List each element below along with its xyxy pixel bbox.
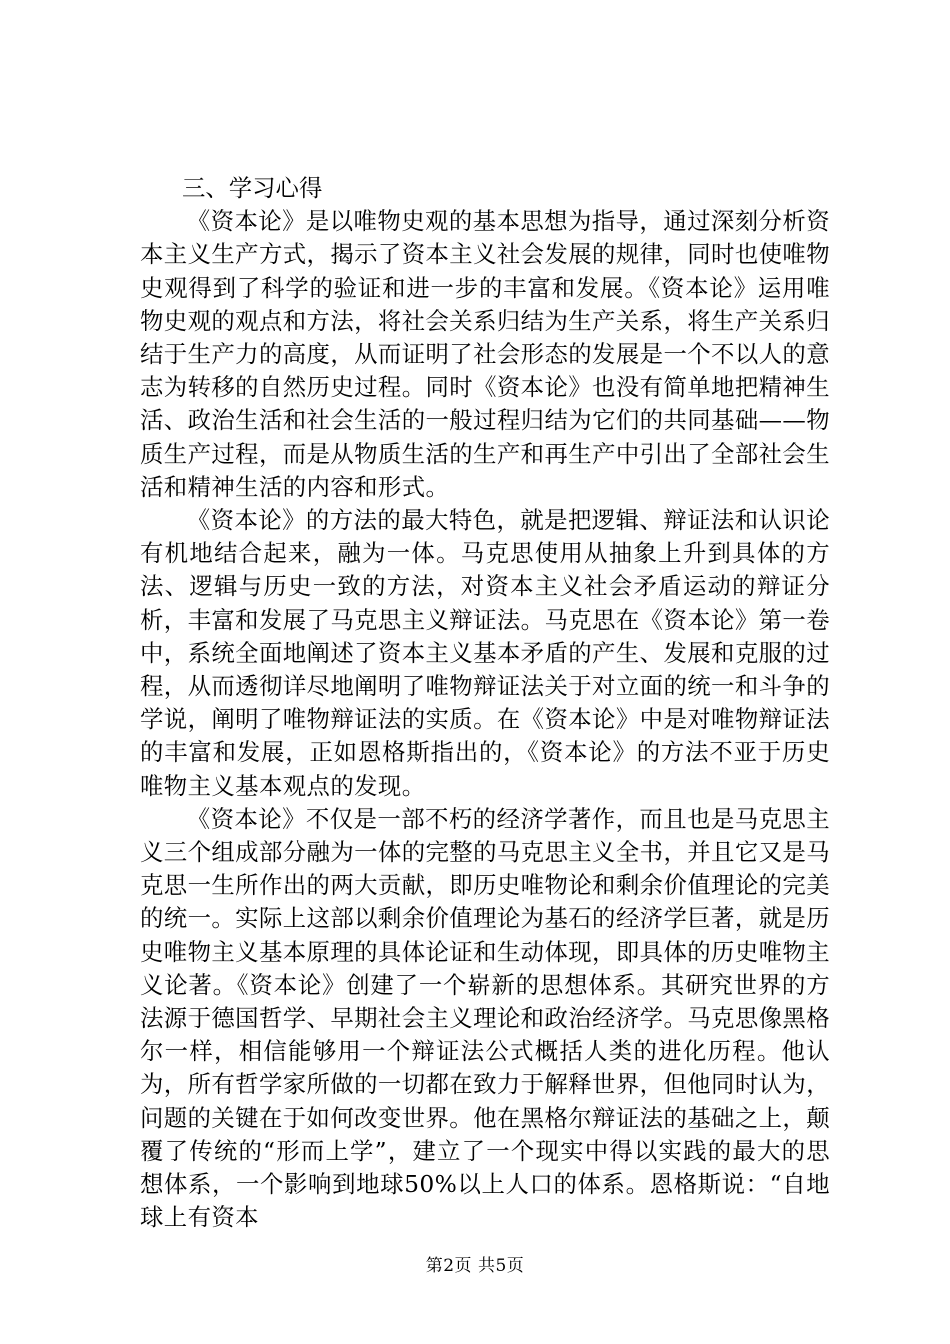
- paragraph-2: 《资本论》的方法的最大特色，就是把逻辑、辩证法和认识论有机地结合起来，融为一体。马克思使用从抽象上升到具体的方法、逻辑与历史一致的方法，对资本主义社会矛盾运动的辩证分析，丰富和发展了马克思主义辩证法。马克思在《资本论》第一卷中，系统全面地阐述了资本主义基本矛盾的产生、发展和克服的过程，从而透彻详尽地阐明了唯物辩证法关于对立面的统一和斗争的学说，阐明了唯物辩证法的实质。在《资本论》中是对唯物辩证法的丰富和发展，正如恩格斯指出的，《资本论》的方法不亚于历史唯物主义基本观点的发现。: [140, 506, 830, 800]
- paragraph-3: 《资本论》不仅是一部不朽的经济学著作，而且也是马克思主义三个组成部分融为一体的完整的马克思主义全书，并且它又是马克思一生所作出的两大贡献，即历史唯物论和剩余价值理论的完美的统一。实际上这部以剩余价值理论为基石的经济学巨著，就是历史唯物主义基本原理的具体论证和生动体现，即具体的历史唯物主义论著。《资本论》创建了一个崭新的思想体系。其研究世界的方法源于德国哲学、早期社会主义理论和政治经济学。马克思像黑格尔一样，相信能够用一个辩证法公式概括人类的进化历程。他认为，所有哲学家所做的一切都在致力于解释世界，但他同时认为，问题的关键在于如何改变世界。他在黑格尔辩证法的基础之上，颠覆了传统的“形而上学”，建立了一个现实中得以实践的最大的思想体系，一个影响到地球50%以上人口的体系。恩格斯说：“自地球上有资本: [140, 804, 830, 1232]
- paragraph-1: 《资本论》是以唯物史观的基本思想为指导，通过深刻分析资本主义生产方式，揭示了资本主义社会发展的规律，同时也使唯物史观得到了科学的验证和进一步的丰富和发展。《资本论》运用唯物史观的观点和方法，将社会关系归结为生产关系，将生产关系归结于生产力的高度，从而证明了社会形态的发展是一个不以人的意志为转移的自然历史过程。同时《资本论》也没有简单地把精神生活、政治生活和社会生活的一般过程归结为它们的共同基础——物质生产过程，而是从物质生活的生产和再生产中引出了全部社会生活和精神生活的内容和形式。: [140, 207, 830, 501]
- section-heading: 三、学习心得: [182, 174, 323, 202]
- document-body: [140, 172, 830, 1235]
- page-number-footer: 第2页 共5页: [425, 1256, 525, 1276]
